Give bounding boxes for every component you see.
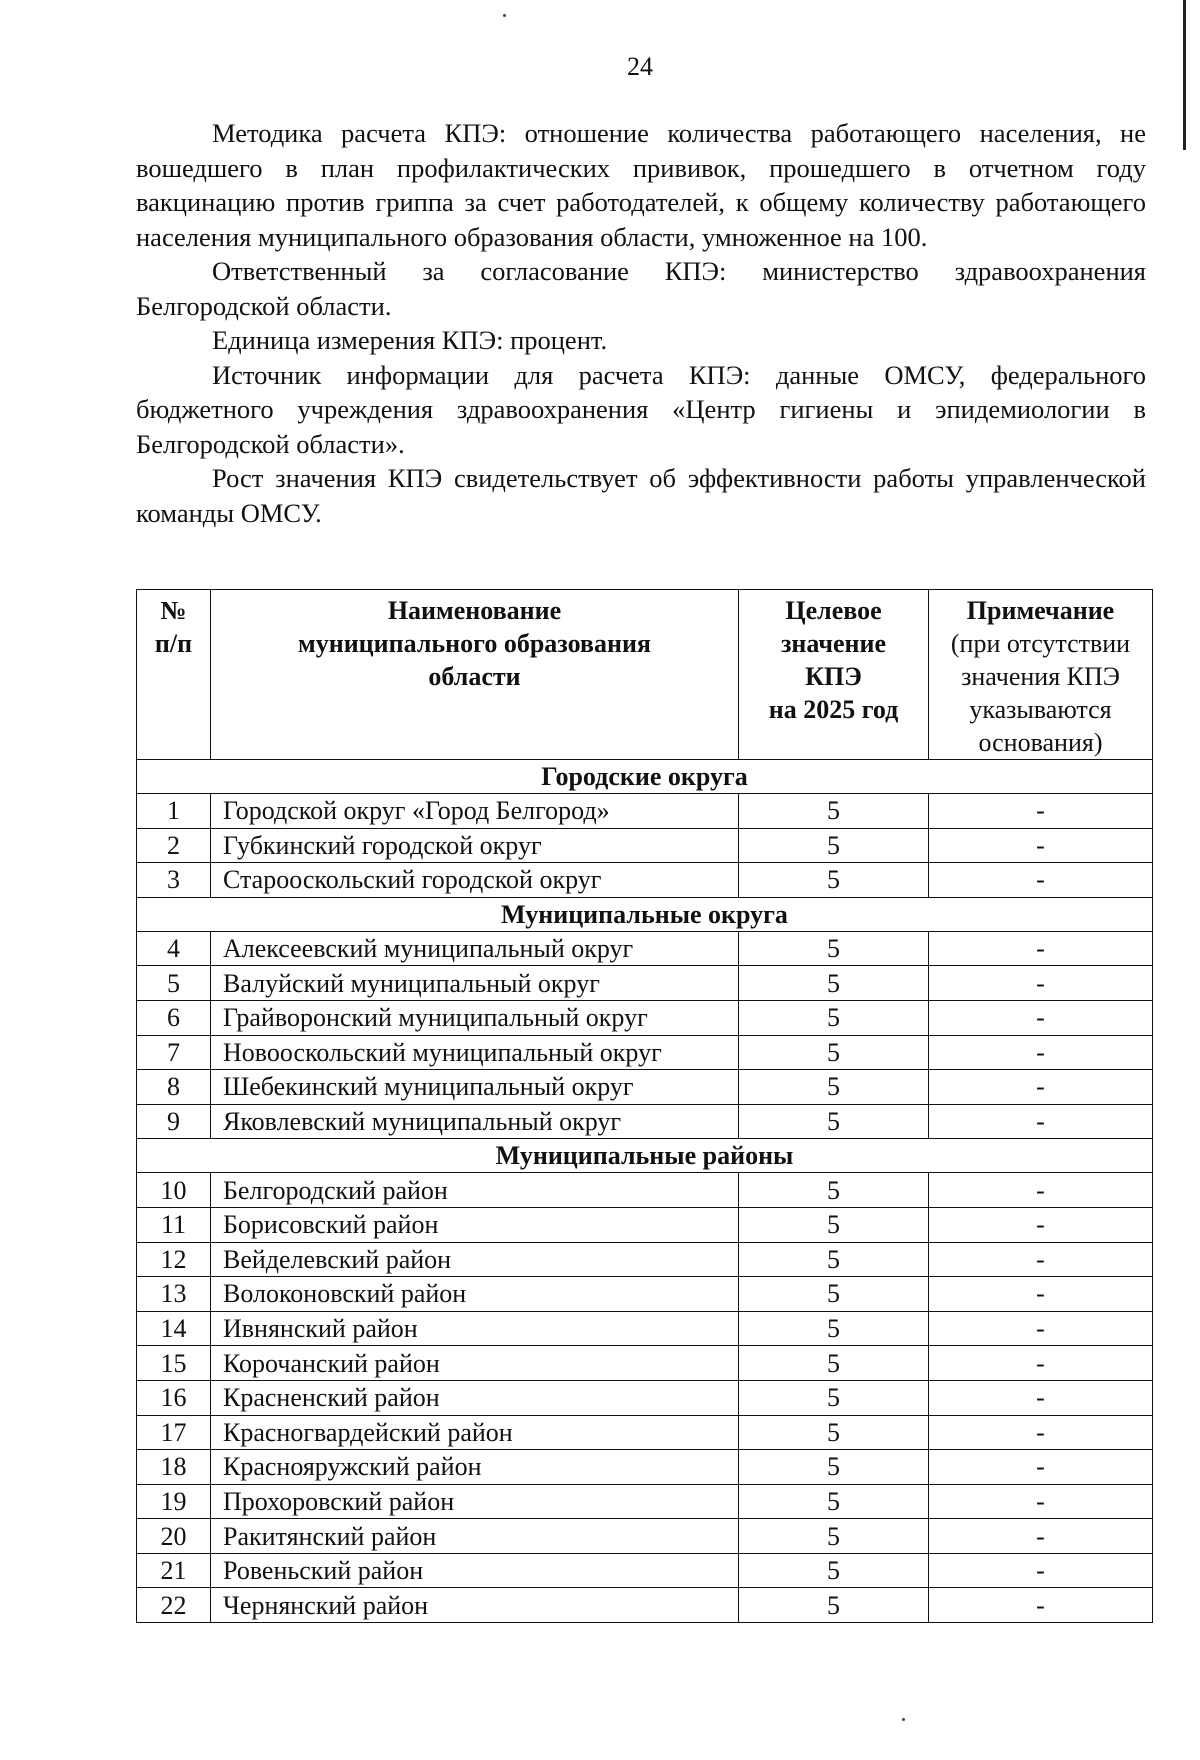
header-number-line: № (160, 596, 187, 625)
municipality-name-cell: Чернянский район (211, 1588, 739, 1623)
paragraph-unit: Единица измерения КПЭ: процент. (212, 325, 608, 355)
table-row (137, 1519, 1153, 1554)
row-number-cell: 22 (137, 1588, 211, 1623)
target-value-cell: 5 (739, 1380, 929, 1415)
municipality-name-cell: Красногвардейский район (211, 1415, 739, 1450)
header-value-line: Целевое (785, 596, 882, 625)
table-row (137, 1450, 1153, 1485)
municipality-name-cell: Белгородский район (211, 1173, 739, 1208)
row-number-cell: 2 (137, 828, 211, 863)
section-title: Муниципальные районы (137, 1139, 1153, 1173)
municipality-name-cell: Корочанский район (211, 1346, 739, 1381)
paragraph-source: Источник информации для расчета КПЭ: данные ОМСУ, федерального бюджетного учреждения здравоохранения «Центр гигиены и эпидемиологии в Белгородской области». (136, 359, 1146, 459)
header-target-value (739, 590, 929, 760)
target-value-cell: 5 (739, 1484, 929, 1519)
target-value-cell: 5 (739, 1519, 929, 1554)
row-number-cell: 4 (137, 931, 211, 966)
page-number: 24 (627, 52, 653, 81)
note-cell: - (929, 1207, 1153, 1242)
target-value-cell: 5 (739, 1277, 929, 1312)
target-value-cell: 5 (739, 1104, 929, 1139)
header-note-line: указываются (969, 695, 1112, 724)
row-number-cell: 15 (137, 1346, 211, 1381)
paragraph-responsible: Ответственный за согласование КПЭ: министерство здравоохранения Белгородской области. (136, 256, 1146, 321)
note-cell: - (929, 1104, 1153, 1139)
table-row (137, 1104, 1153, 1139)
municipality-name-cell: Волоконовский район (211, 1277, 739, 1312)
row-number-cell: 18 (137, 1450, 211, 1485)
header-value-line: значение (780, 629, 887, 658)
note-cell: - (929, 1000, 1153, 1035)
header-number (137, 590, 211, 760)
note-cell: - (929, 1450, 1153, 1485)
row-number-cell: 19 (137, 1484, 211, 1519)
note-cell: - (929, 1035, 1153, 1070)
table-row (137, 1553, 1153, 1588)
target-value-cell: 5 (739, 966, 929, 1001)
header-note-line: (при отсутствии (950, 629, 1131, 658)
target-value-cell: 5 (739, 1415, 929, 1450)
target-value-cell: 5 (739, 1000, 929, 1035)
row-number-cell: 11 (137, 1207, 211, 1242)
table-row (137, 1035, 1153, 1070)
table-row (137, 1380, 1153, 1415)
target-value-cell: 5 (739, 1173, 929, 1208)
header-value-line: КПЭ (805, 662, 862, 691)
municipality-name-cell: Прохоровский район (211, 1484, 739, 1519)
row-number-cell: 20 (137, 1519, 211, 1554)
target-value-cell: 5 (739, 794, 929, 829)
header-name-line: муниципального образования (298, 629, 651, 658)
table-row (137, 1070, 1153, 1105)
note-cell: - (929, 931, 1153, 966)
municipality-name-cell: Вейделевский район (211, 1242, 739, 1277)
target-value-cell: 5 (739, 1346, 929, 1381)
header-note (929, 590, 1153, 760)
kpi-table-body (137, 590, 1153, 1623)
municipality-name-cell: Краснояружский район (211, 1450, 739, 1485)
row-number-cell: 5 (137, 966, 211, 1001)
section-title: Городские округа (137, 760, 1153, 794)
note-cell: - (929, 966, 1153, 1001)
municipality-name-cell: Старооскольский городской округ (211, 863, 739, 898)
note-cell: - (929, 1277, 1153, 1312)
table-header-row (137, 590, 1153, 760)
note-cell: - (929, 1519, 1153, 1554)
target-value-cell: 5 (739, 1311, 929, 1346)
note-cell: - (929, 1173, 1153, 1208)
table-row (137, 828, 1153, 863)
note-cell: - (929, 1588, 1153, 1623)
table-row (137, 1588, 1153, 1623)
table-row (137, 931, 1153, 966)
header-value-line: на 2025 год (768, 695, 899, 724)
municipality-name-cell: Валуйский муниципальный округ (211, 966, 739, 1001)
table-row (137, 1346, 1153, 1381)
row-number-cell: 6 (137, 1000, 211, 1035)
municipality-name-cell: Красненский район (211, 1380, 739, 1415)
table-row (137, 1277, 1153, 1312)
table-row (137, 1484, 1153, 1519)
row-number-cell: 16 (137, 1380, 211, 1415)
target-value-cell: 5 (739, 1450, 929, 1485)
municipality-name-cell: Ракитянский район (211, 1519, 739, 1554)
note-cell: - (929, 1242, 1153, 1277)
note-cell: - (929, 1346, 1153, 1381)
row-number-cell: 1 (137, 794, 211, 829)
table-row (137, 966, 1153, 1001)
note-cell: - (929, 1311, 1153, 1346)
target-value-cell: 5 (739, 1242, 929, 1277)
note-cell: - (929, 828, 1153, 863)
body-text (136, 116, 1146, 530)
section-row (137, 760, 1153, 794)
paragraph-methodology: Методика расчета КПЭ: отношение количества работающего населения, не вошедшего в план профилактических прививок, прошедшего в отчетном году вакцинацию против гриппа за счет работодателей, к общему количеству работающего населения муниципального образования области, умноженное на 100. (136, 118, 1146, 252)
municipality-name-cell: Шебекинский муниципальный округ (211, 1070, 739, 1105)
target-value-cell: 5 (739, 931, 929, 966)
header-note-line: значения КПЭ (961, 662, 1120, 691)
target-value-cell: 5 (739, 1588, 929, 1623)
row-number-cell: 10 (137, 1173, 211, 1208)
table-row (137, 1207, 1153, 1242)
row-number-cell: 12 (137, 1242, 211, 1277)
municipality-name-cell: Борисовский район (211, 1207, 739, 1242)
section-row (137, 897, 1153, 931)
municipality-name-cell: Губкинский городской округ (211, 828, 739, 863)
kpi-table (136, 589, 1153, 1623)
note-cell: - (929, 794, 1153, 829)
section-title: Муниципальные округа (137, 897, 1153, 931)
target-value-cell: 5 (739, 1070, 929, 1105)
note-cell: - (929, 1484, 1153, 1519)
paragraph-growth: Рост значения КПЭ свидетельствует об эффективности работы управленческой команды ОМСУ. (136, 463, 1146, 528)
header-number-line: п/п (154, 629, 193, 658)
table-row (137, 863, 1153, 898)
note-cell: - (929, 1415, 1153, 1450)
row-number-cell: 8 (137, 1070, 211, 1105)
row-number-cell: 7 (137, 1035, 211, 1070)
header-name-line: Наименование (387, 596, 562, 625)
target-value-cell: 5 (739, 1035, 929, 1070)
target-value-cell: 5 (739, 863, 929, 898)
row-number-cell: 3 (137, 863, 211, 898)
row-number-cell: 14 (137, 1311, 211, 1346)
row-number-cell: 17 (137, 1415, 211, 1450)
table-row (137, 1242, 1153, 1277)
target-value-cell: 5 (739, 1553, 929, 1588)
municipality-name-cell: Новооскольский муниципальный округ (211, 1035, 739, 1070)
municipality-name-cell: Грайворонский муниципальный округ (211, 1000, 739, 1035)
target-value-cell: 5 (739, 1207, 929, 1242)
header-name (211, 590, 739, 760)
municipality-name-cell: Алексеевский муниципальный округ (211, 931, 739, 966)
table-row (137, 1311, 1153, 1346)
note-cell: - (929, 1070, 1153, 1105)
header-note-line: основания) (978, 728, 1103, 757)
table-row (137, 794, 1153, 829)
note-cell: - (929, 1380, 1153, 1415)
header-note-line: Примечание (966, 596, 1115, 625)
municipality-name-cell: Городской округ «Город Белгород» (211, 794, 739, 829)
row-number-cell: 13 (137, 1277, 211, 1312)
table-row (137, 1415, 1153, 1450)
section-row (137, 1139, 1153, 1173)
note-cell: - (929, 863, 1153, 898)
municipality-name-cell: Ивнянский район (211, 1311, 739, 1346)
scan-speck (503, 14, 506, 17)
municipality-name-cell: Яковлевский муниципальный округ (211, 1104, 739, 1139)
table-row (137, 1000, 1153, 1035)
row-number-cell: 21 (137, 1553, 211, 1588)
row-number-cell: 9 (137, 1104, 211, 1139)
header-name-line: области (428, 662, 521, 691)
target-value-cell: 5 (739, 828, 929, 863)
scan-speck (902, 1718, 905, 1721)
table-row (137, 1173, 1153, 1208)
note-cell: - (929, 1553, 1153, 1588)
municipality-name-cell: Ровеньский район (211, 1553, 739, 1588)
